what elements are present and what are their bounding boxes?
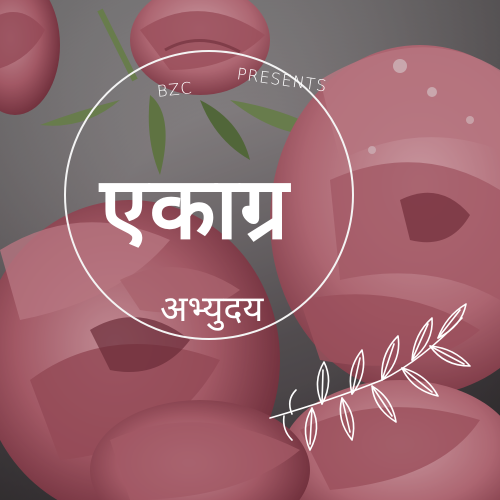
leaf-branch-icon xyxy=(262,300,492,470)
presents-label: PRESENTS xyxy=(235,64,329,96)
subtitle: अभ्युदय xyxy=(160,289,264,330)
title: एकाग्र xyxy=(100,159,291,259)
brand-label: BZC xyxy=(156,78,194,101)
